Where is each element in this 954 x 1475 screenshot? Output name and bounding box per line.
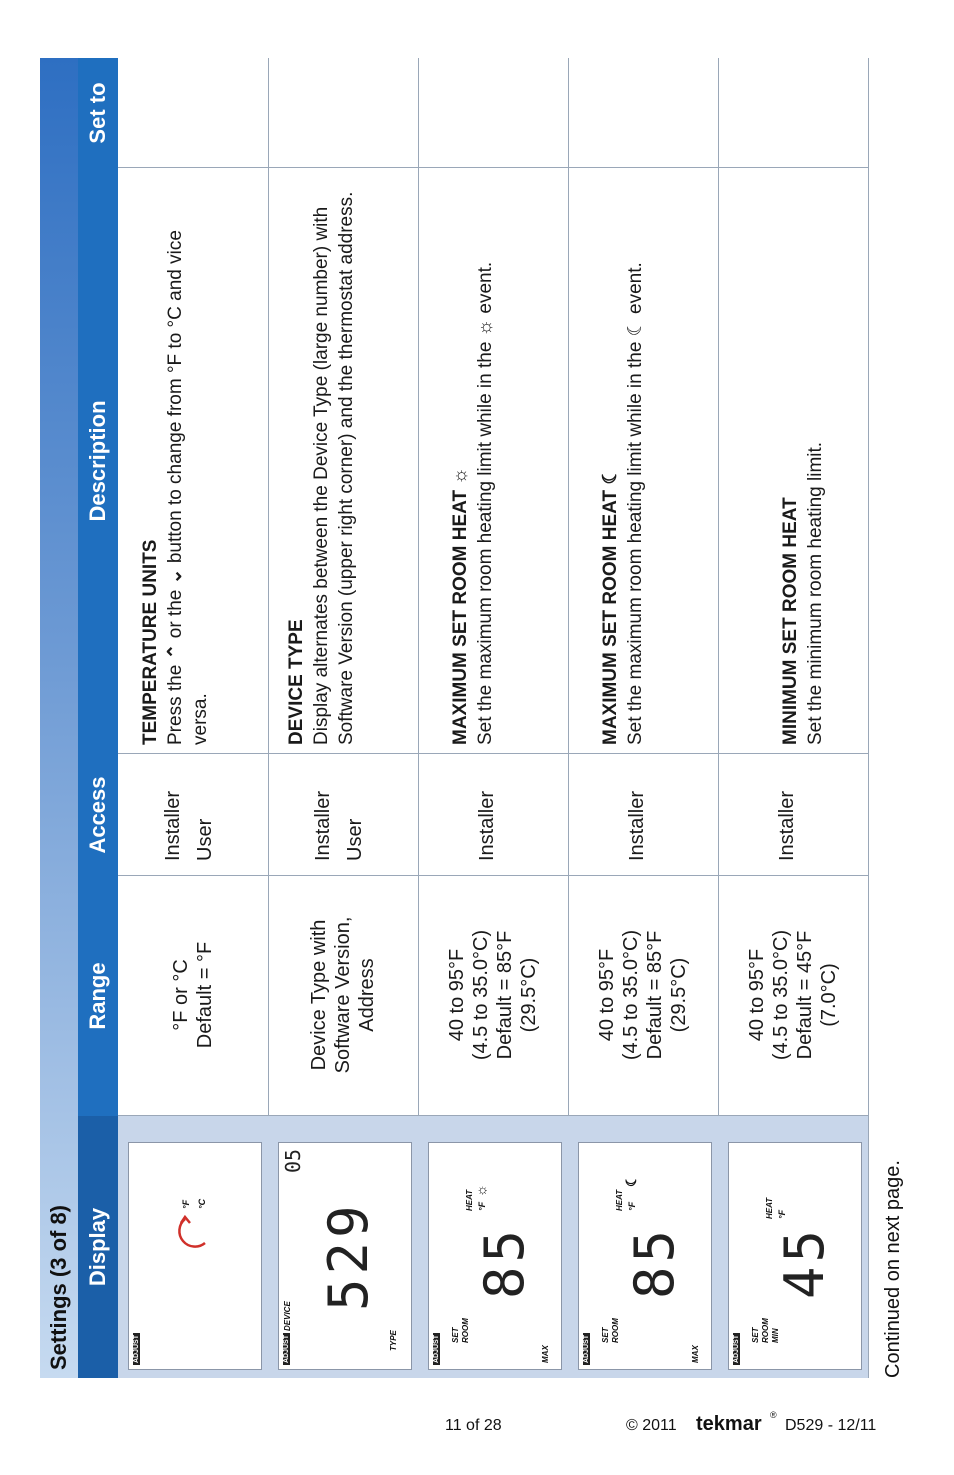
toggle-arrow-icon: [175, 1209, 215, 1249]
sun-icon: ☼: [450, 467, 471, 485]
access-cell: [568, 754, 718, 876]
device-type-readout: 529: [317, 1201, 380, 1311]
range-line: Address: [356, 958, 378, 1032]
access-value: Installer: [312, 790, 334, 861]
display-cell: [418, 1116, 568, 1378]
continued-note: Continued on next page.: [882, 1160, 904, 1378]
moon-icon: ☾: [600, 467, 621, 485]
set-label: SET: [751, 1327, 760, 1343]
set-to-cell: [568, 58, 718, 168]
registered-mark: ®: [770, 1410, 777, 1420]
page-title: Settings (3 of 8): [46, 1204, 71, 1370]
range-line: (29.5°C): [668, 957, 690, 1033]
document-id: D529 - 12/11: [785, 1417, 877, 1434]
heat-label: HEAT: [465, 1189, 474, 1211]
range-line: (4.5 to 35.0°C): [620, 929, 642, 1061]
table-row: [568, 58, 719, 1378]
lcd-display: [578, 1142, 712, 1370]
access-cell: [418, 754, 568, 876]
description-text: Display alternates between the Device Type (large number) with Software Version (upper right corner) and the thermostat address.: [311, 191, 357, 745]
room-label: ROOM: [461, 1318, 470, 1343]
set-to-cell: [718, 58, 868, 168]
max-label: MAX: [691, 1345, 700, 1363]
temperature-readout: 45: [773, 1225, 836, 1299]
range-cell: [718, 876, 868, 1116]
access-value: User: [194, 818, 216, 861]
lcd-display: [278, 1142, 412, 1370]
range-line: (29.5°C): [518, 957, 540, 1033]
access-value: Installer: [162, 790, 184, 861]
access-value: Installer: [476, 790, 498, 861]
setting-title: DEVICE TYPE: [286, 619, 307, 745]
sun-icon: ☼: [475, 318, 496, 337]
header-description: Description: [78, 168, 118, 754]
settings-table-rotated: [40, 58, 904, 1378]
adjust-label: ADJUST: [283, 1334, 290, 1363]
range-line: (4.5 to 35.0°C): [470, 929, 492, 1061]
lcd-display: [428, 1142, 562, 1370]
unit-c-label: °C: [197, 1198, 207, 1209]
lcd-display: [128, 1142, 262, 1370]
description-cell: [268, 168, 418, 754]
header-display: Display: [78, 1116, 118, 1378]
table-row: [418, 58, 569, 1378]
room-label: ROOM: [611, 1318, 620, 1343]
device-label: DEVICE: [283, 1301, 292, 1331]
set-label: SET: [451, 1327, 460, 1343]
table-row: [118, 58, 269, 1378]
min-label: MIN: [771, 1328, 780, 1343]
title-bar: [40, 58, 78, 1378]
description-text: event.: [475, 261, 496, 314]
set-to-cell: [118, 58, 268, 168]
range-line: 40 to 95°F: [446, 948, 468, 1042]
set-to-cell: [418, 58, 568, 168]
adjust-label: ADJUST: [433, 1334, 440, 1363]
range-cell: [568, 876, 718, 1116]
access-value: Installer: [776, 790, 798, 861]
sun-icon: ☼: [473, 1184, 489, 1197]
software-version-readout: 05: [281, 1148, 305, 1173]
access-cell: [268, 754, 418, 876]
set-label: SET: [601, 1327, 610, 1343]
description-text: or the: [165, 589, 186, 639]
access-cell: [718, 754, 868, 876]
unit-label: °F: [777, 1209, 787, 1219]
range-line: °F or °C: [170, 959, 192, 1031]
display-cell: [568, 1116, 718, 1378]
description-text: button to change from °F to °C and vice versa.: [165, 230, 211, 745]
range-cell: [268, 876, 418, 1116]
display-cell: [268, 1116, 418, 1378]
unit-f-label: °F: [181, 1199, 191, 1209]
range-line: Software Version,: [332, 916, 354, 1074]
header-set-to: Set to: [78, 58, 118, 168]
set-to-cell: [268, 58, 418, 168]
temperature-readout: 85: [473, 1225, 536, 1299]
header-range: Range: [78, 876, 118, 1116]
access-value: User: [344, 818, 366, 861]
description-text: Press the: [165, 664, 186, 745]
temperature-readout: 85: [623, 1225, 686, 1299]
range-cell: [418, 876, 568, 1116]
range-line: (4.5 to 35.0°C): [770, 929, 792, 1061]
description-text: Set the minimum room heating limit.: [805, 441, 826, 745]
adjust-label: ADJUST: [733, 1334, 740, 1363]
setting-title: MAXIMUM SET ROOM HEAT: [450, 489, 471, 745]
range-line: 40 to 95°F: [596, 948, 618, 1042]
heat-label: HEAT: [615, 1189, 624, 1211]
description-cell: [418, 168, 568, 754]
down-arrow-icon: ⌄: [165, 568, 186, 585]
max-label: MAX: [541, 1345, 550, 1363]
range-line: Default = 45°F: [794, 930, 816, 1060]
table-row: [268, 58, 419, 1378]
range-cell: [118, 876, 268, 1116]
adjust-label: ADJUST: [583, 1334, 590, 1363]
copyright: © 2011: [626, 1417, 677, 1434]
setting-title: MINIMUM SET ROOM HEAT: [780, 497, 801, 745]
adjust-label: ADJUST: [133, 1334, 140, 1363]
description-text: Set the maximum room heating limit while in the: [625, 341, 646, 745]
range-line: Device Type with: [308, 919, 330, 1071]
heat-label: HEAT: [765, 1197, 774, 1219]
header-access: Access: [78, 754, 118, 876]
range-line: Default = 85°F: [644, 930, 666, 1060]
moon-icon: ☾: [625, 319, 646, 337]
room-label: ROOM: [761, 1318, 770, 1343]
access-value: Installer: [626, 790, 648, 861]
table-row: [718, 58, 869, 1378]
moon-icon: ☾: [623, 1174, 639, 1187]
display-cell: [118, 1116, 268, 1378]
display-cell: [718, 1116, 868, 1378]
range-line: Default = 85°F: [494, 930, 516, 1060]
up-arrow-icon: ⌃: [165, 643, 186, 660]
description-cell: [718, 168, 868, 754]
unit-label: °F: [627, 1201, 637, 1211]
range-line: 40 to 95°F: [746, 948, 768, 1042]
range-line: Default = °F: [194, 941, 216, 1049]
description-text: Set the maximum room heating limit while in the: [475, 341, 496, 745]
brand-logo: tekmar: [696, 1413, 762, 1435]
type-label: TYPE: [389, 1330, 398, 1351]
description-cell: [568, 168, 718, 754]
range-line: (7.0°C): [818, 963, 840, 1027]
page-number: 11 of 28: [445, 1417, 502, 1434]
description-text: event.: [625, 262, 646, 314]
setting-title: MAXIMUM SET ROOM HEAT: [600, 489, 621, 745]
setting-title: TEMPERATURE UNITS: [140, 539, 161, 745]
description-cell: [118, 168, 268, 754]
access-cell: [118, 754, 268, 876]
lcd-display: [728, 1142, 862, 1370]
unit-label: °F: [477, 1201, 487, 1211]
